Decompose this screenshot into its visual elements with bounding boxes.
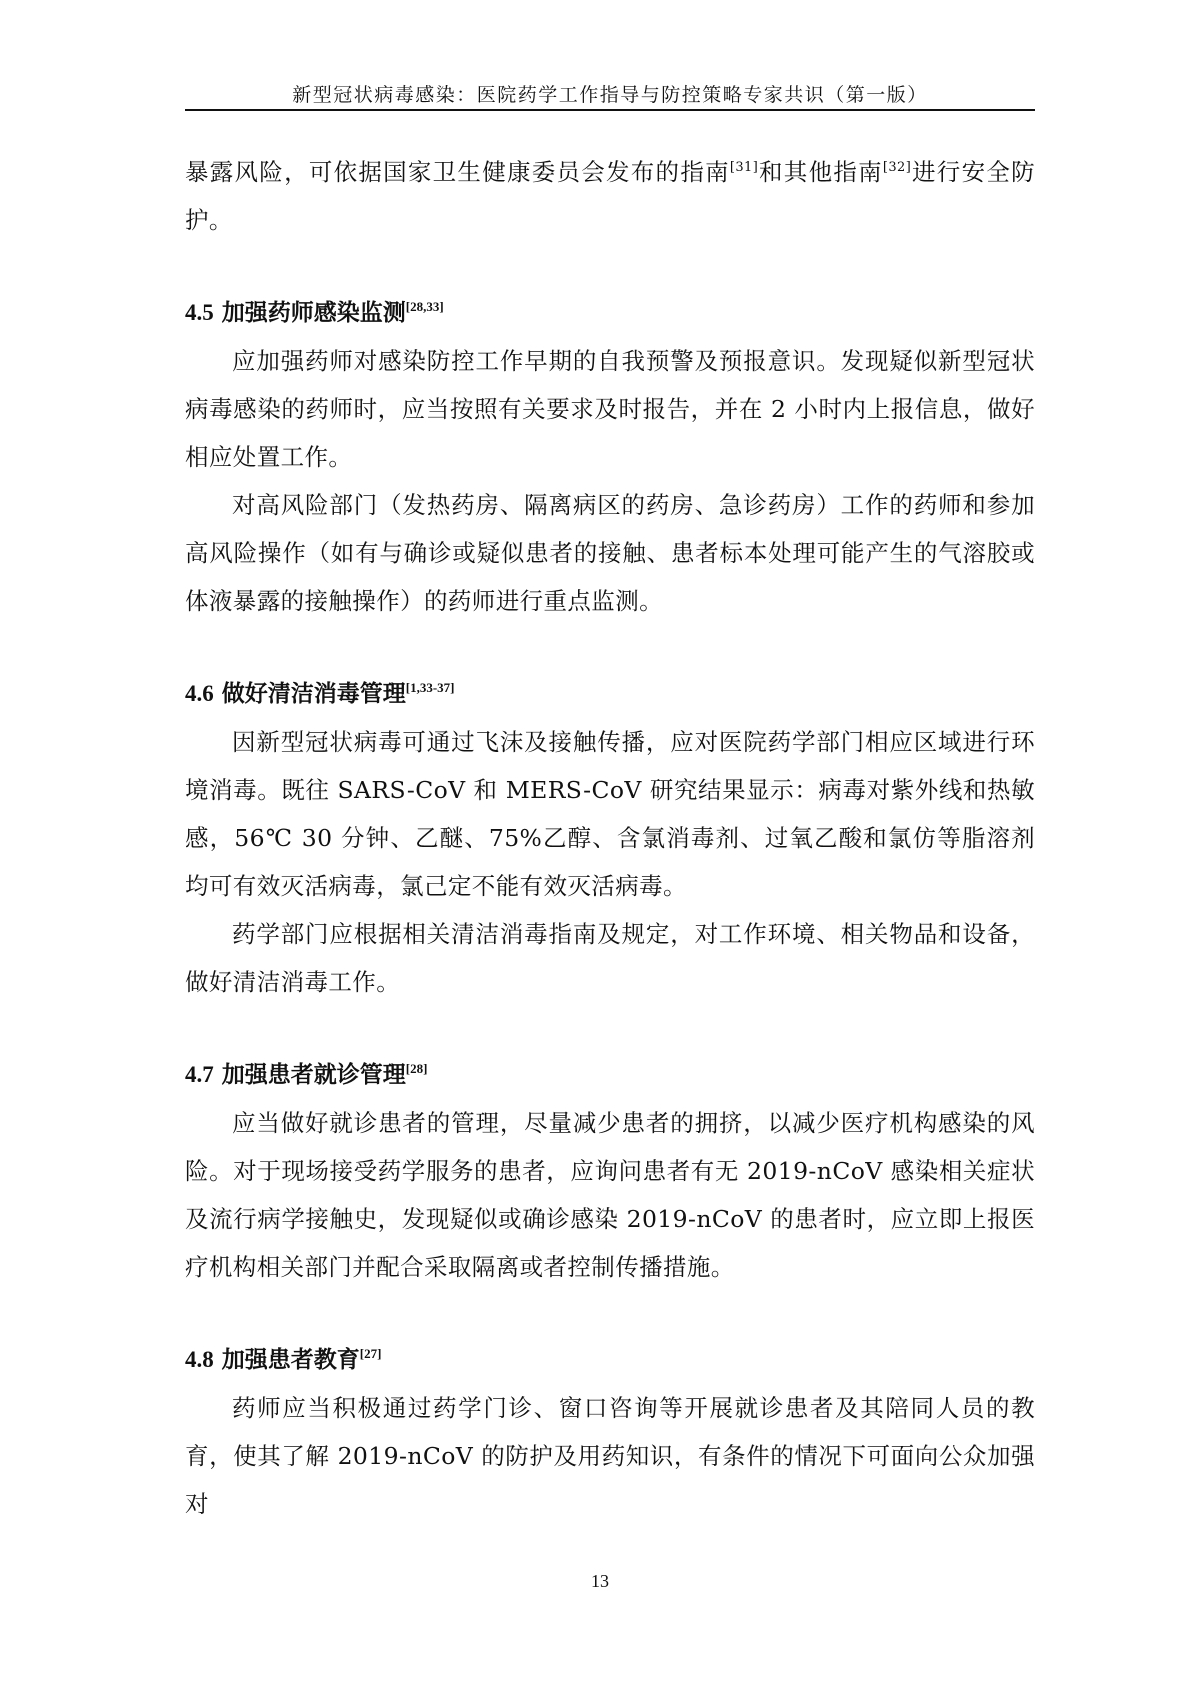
header-rule	[185, 109, 1035, 111]
section-citation[interactable]: [27]	[359, 1346, 382, 1361]
citation-31[interactable]: [31]	[729, 160, 759, 175]
body-paragraph: 应加强药师对感染防控工作早期的自我预警及预报意识。发现疑似新型冠状病毒感染的药师时，应当按照有关要求及时报告，并在 2 小时内上报信息，做好相应处置工作。	[185, 347, 1035, 471]
section-4-6	[185, 670, 1035, 1006]
section-citation[interactable]: [28]	[405, 1061, 428, 1076]
intro-text-middle: 和其他指南	[758, 158, 883, 186]
body-paragraph: 因新型冠状病毒可通过飞沫及接触传播，应对医院药学部门相应区域进行环境消毒。既往 SARS-CoV 和 MERS-CoV 研究结果显示：病毒对紫外线和热敏感，56℃ 30 分钟、乙醚、75%乙醇、含氯消毒剂、过氧乙酸和氯仿等脂溶剂均可有效灭活病毒，氯己定不能有效灭活病毒。	[185, 728, 1035, 900]
body-paragraph: 药师应当积极通过药学门诊、窗口咨询等开展就诊患者及其陪同人员的教育，使其了解 2019-nCoV 的防护及用药知识，有条件的情况下可面向公众加强对	[185, 1394, 1035, 1518]
section-citation[interactable]: [28,33]	[405, 299, 444, 314]
section-heading	[185, 670, 1035, 718]
section-title: 加强药师感染监测	[221, 300, 406, 325]
section-4-7	[185, 1051, 1035, 1291]
intro-text-end: 进行安全防护。	[185, 158, 1036, 234]
section-citation[interactable]: [1,33-37]	[405, 680, 455, 695]
section-title: 加强患者教育	[221, 1347, 360, 1372]
section-number: 4.6	[185, 681, 214, 706]
section-number: 4.8	[185, 1347, 214, 1372]
section-title: 加强患者就诊管理	[221, 1062, 406, 1087]
section-number: 4.7	[185, 1062, 214, 1087]
section-title: 做好清洁消毒管理	[221, 681, 406, 706]
running-header: 新型冠状病毒感染：医院药学工作指导与防控策略专家共识（第一版）	[292, 84, 928, 106]
intro-text-start: 暴露风险，可依据国家卫生健康委员会发布的指南	[185, 158, 730, 186]
body-paragraph: 药学部门应根据相关清洁消毒指南及规定，对工作环境、相关物品和设备，做好清洁消毒工作。	[185, 920, 1035, 996]
page-number: 13	[591, 1571, 609, 1591]
body-paragraph: 应当做好就诊患者的管理，尽量减少患者的拥挤，以减少医疗机构感染的风险。对于现场接受药学服务的患者，应询问患者有无 2019-nCoV 感染相关症状及流行病学接触史，发现疑似或确诊感染 2019-nCoV 的患者时，应立即上报医疗机构相关部门并配合采取隔离或者控制传播措施。	[185, 1109, 1035, 1281]
section-4-8	[185, 1336, 1035, 1528]
section-number: 4.5	[185, 300, 214, 325]
section-4-5	[185, 289, 1035, 625]
section-heading	[185, 289, 1035, 337]
main-content	[185, 148, 1035, 1528]
citation-32[interactable]: [32]	[882, 160, 912, 175]
intro-paragraph	[185, 148, 1035, 244]
body-paragraph: 对高风险部门（发热药房、隔离病区的药房、急诊药房）工作的药师和参加高风险操作（如有与确诊或疑似患者的接触、患者标本处理可能产生的气溶胶或体液暴露的接触操作）的药师进行重点监测。	[185, 491, 1035, 615]
section-heading	[185, 1051, 1035, 1099]
section-heading	[185, 1336, 1035, 1384]
